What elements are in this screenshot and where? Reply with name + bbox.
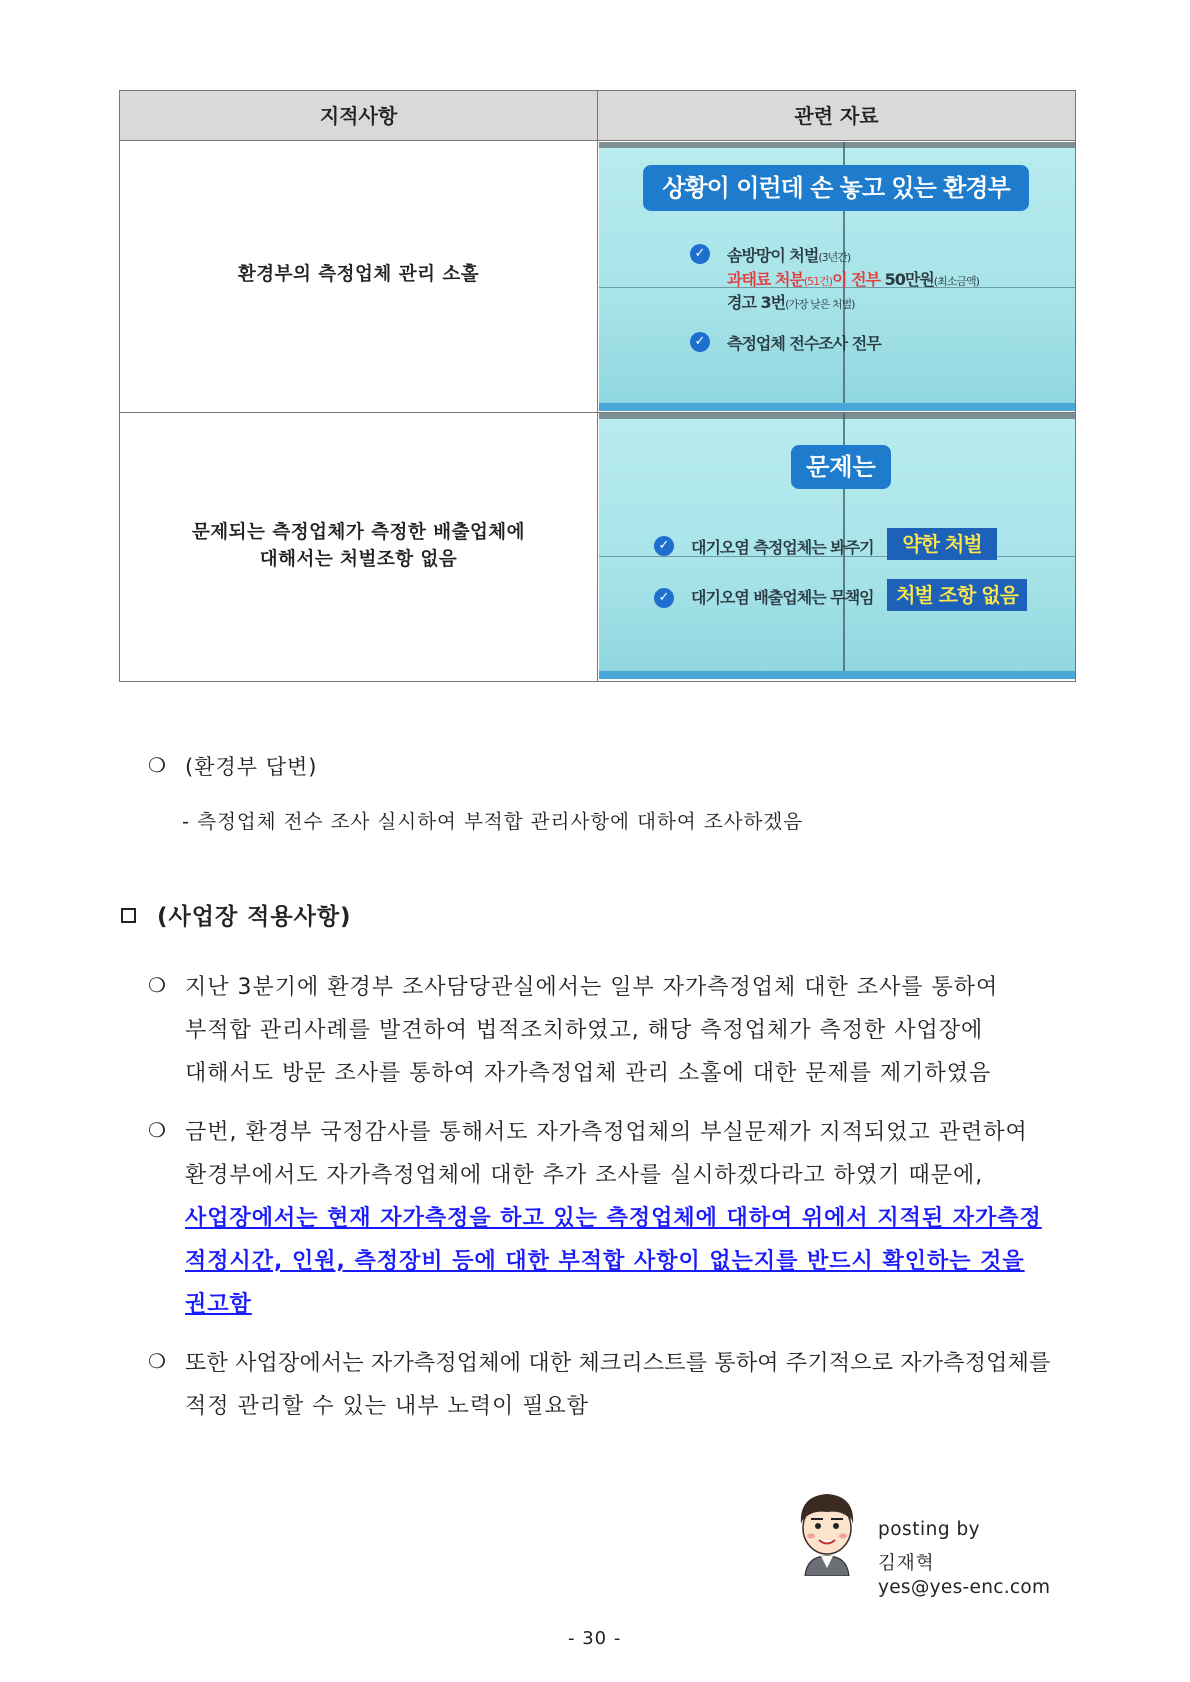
hollow-circle-bullet-icon: ❍ bbox=[148, 1349, 166, 1373]
row1-issue: 환경부의 측정업체 관리 소홀 bbox=[237, 264, 480, 285]
answer-detail: - 측정업체 전수 조사 실시하여 부적합 관리사항에 대하여 조사하겠음 bbox=[182, 810, 804, 833]
slide1-item1-line3: 경고 3번(가장 낮은 처벌) bbox=[727, 293, 855, 312]
table-divider bbox=[597, 91, 598, 681]
header-material: 관련 자료 bbox=[598, 91, 1075, 141]
author-email: yes@yes-enc.com bbox=[878, 1577, 1051, 1598]
slide1-item1-line1: 솜방망이 처벌(3년간) bbox=[727, 246, 851, 265]
section-title: (사업장 적용사항) bbox=[157, 904, 352, 930]
p3-line2: 적정 관리할 수 있는 내부 노력이 필요함 bbox=[185, 1394, 589, 1419]
p2-line2: 환경부에서도 자가측정업체에 대한 추가 조사를 실시하겠다라고 하였기 때문에, bbox=[185, 1163, 984, 1188]
slide2-item2: 대기오염 배출업체는 무책임 bbox=[691, 588, 874, 607]
posting-by: posting by bbox=[878, 1519, 981, 1540]
p1-line2: 부적합 관리사례를 발견하여 법적조치하였고, 해당 측정업체가 측정한 사업장에 bbox=[185, 1018, 984, 1043]
hollow-circle-bullet-icon: ❍ bbox=[148, 753, 166, 777]
check-icon: ✓ bbox=[654, 588, 674, 608]
slide2-item1-tag: 약한 처벌 bbox=[887, 528, 997, 560]
p2-line4-highlight[interactable]: 적정시간, 인원, 측정장비 등에 대한 부적합 사항이 없는지를 반드시 확인하는 것을 bbox=[185, 1249, 1025, 1274]
slide-bottom-frame bbox=[599, 403, 1075, 411]
slide2-item1: 대기오염 측정업체는 봐주기 bbox=[691, 538, 874, 557]
news-slide-1 bbox=[599, 142, 1075, 411]
answer-heading: (환경부 답변) bbox=[185, 755, 318, 779]
issue-table bbox=[119, 90, 1076, 682]
p2-line1: 금번, 환경부 국정감사를 통해서도 자가측정업체의 부실문제가 지적되었고 관련하여 bbox=[185, 1120, 1028, 1145]
cartoon-avatar bbox=[793, 1490, 861, 1576]
slide-top-frame bbox=[599, 142, 1075, 148]
p2-line5-highlight[interactable]: 권고함 bbox=[185, 1292, 252, 1317]
page-number: - 30 - bbox=[568, 1628, 622, 1649]
slide1-item1-line2: 과태료 처분(51건)이 전부 50만원(최소금액) bbox=[727, 270, 979, 289]
hollow-circle-bullet-icon: ❍ bbox=[148, 973, 166, 997]
p1-line1: 지난 3분기에 환경부 조사담당관실에서는 일부 자가측정업체 대한 조사를 통하여 bbox=[185, 975, 999, 1000]
header-issue: 지적사항 bbox=[120, 91, 597, 141]
p2-line3-highlight[interactable]: 사업장에서는 현재 자가측정을 하고 있는 측정업체에 대하여 위에서 지적된 자가측정 bbox=[185, 1206, 1042, 1231]
slide1-item2: 측정업체 전수조사 전무 bbox=[727, 334, 881, 353]
slide-bottom-frame bbox=[599, 671, 1075, 679]
row2-issue-line1: 문제되는 측정업체가 측정한 배출업체에 bbox=[191, 522, 526, 543]
p1-line3: 대해서도 방문 조사를 통하여 자가측정업체 관리 소홀에 대한 문제를 제기하였음 bbox=[185, 1061, 992, 1086]
slide1-title: 상황이 이런데 손 놓고 있는 환경부 bbox=[643, 165, 1029, 211]
slide2-item2-tag: 처벌 조항 없음 bbox=[887, 579, 1027, 611]
slide2-title: 문제는 bbox=[791, 445, 891, 489]
check-icon: ✓ bbox=[690, 244, 710, 264]
check-icon: ✓ bbox=[690, 332, 710, 352]
author-name: 김재혁 bbox=[878, 1553, 935, 1574]
news-slide-2 bbox=[599, 413, 1075, 679]
p3-line1: 또한 사업장에서는 자가측정업체에 대한 체크리스트를 통하여 주기적으로 자가측정업체를 bbox=[185, 1351, 1051, 1376]
slide-top-frame bbox=[599, 413, 1075, 419]
hollow-circle-bullet-icon: ❍ bbox=[148, 1118, 166, 1142]
row2-issue-line2: 대해서는 처벌조항 없음 bbox=[259, 549, 458, 570]
square-bullet-icon bbox=[121, 908, 136, 923]
check-icon: ✓ bbox=[654, 536, 674, 556]
